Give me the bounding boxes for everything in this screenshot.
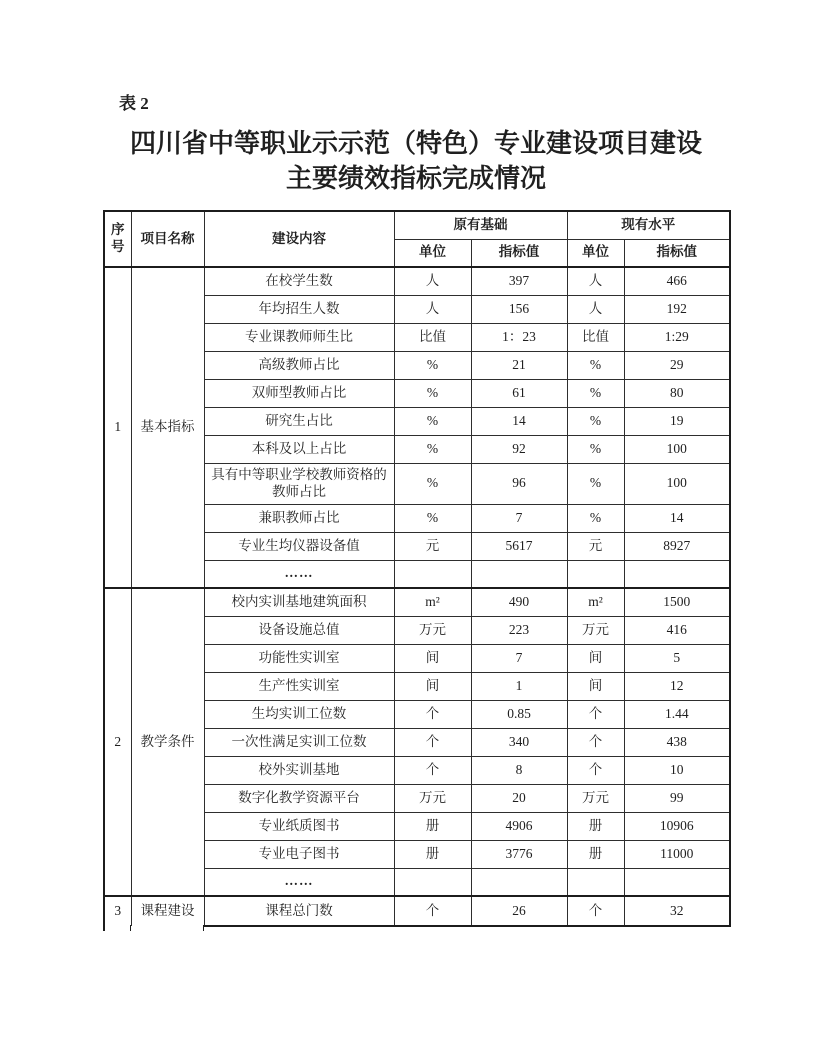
section-name-cell: 基本指标	[131, 267, 204, 588]
unit-cell: 元	[394, 532, 471, 560]
value-cell	[624, 868, 730, 896]
value-cell: 3776	[471, 840, 567, 868]
table-header	[104, 211, 730, 267]
unit-cell: 个	[394, 700, 471, 728]
value-cell: 29	[624, 351, 730, 379]
unit-cell	[567, 868, 624, 896]
unit-cell: %	[394, 435, 471, 463]
value-cell: 26	[471, 896, 567, 926]
content-cell: 双师型教师占比	[204, 379, 394, 407]
unit-cell: 人	[567, 267, 624, 295]
content-cell: 功能性实训室	[204, 644, 394, 672]
value-cell	[471, 868, 567, 896]
unit-cell: %	[394, 351, 471, 379]
unit-cell: 人	[567, 295, 624, 323]
seq-cell: 3	[104, 896, 131, 926]
pagebreak-line	[103, 925, 105, 931]
content-cell: 专业电子图书	[204, 840, 394, 868]
unit-cell: 个	[567, 896, 624, 926]
content-cell: 年均招生人数	[204, 295, 394, 323]
content-cell: 一次性满足实训工位数	[204, 728, 394, 756]
unit-cell: 个	[394, 728, 471, 756]
unit-cell: %	[567, 351, 624, 379]
table-label: 表 2	[119, 94, 149, 113]
value-cell: 14	[471, 407, 567, 435]
unit-cell: 间	[567, 672, 624, 700]
header-seq: 序号	[104, 211, 131, 267]
value-cell: 10906	[624, 812, 730, 840]
unit-cell: 比值	[567, 323, 624, 351]
value-cell: 1500	[624, 588, 730, 616]
unit-cell: 万元	[567, 784, 624, 812]
value-cell: 416	[624, 616, 730, 644]
unit-cell: 册	[394, 812, 471, 840]
content-cell: 生均实训工位数	[204, 700, 394, 728]
header-current-level: 现有水平	[567, 211, 730, 239]
content-cell: 专业课教师师生比	[204, 323, 394, 351]
unit-cell: 万元	[394, 616, 471, 644]
content-cell: 校内实训基地建筑面积	[204, 588, 394, 616]
unit-cell: 册	[567, 840, 624, 868]
value-cell: 100	[624, 435, 730, 463]
value-cell: 438	[624, 728, 730, 756]
unit-cell: %	[394, 407, 471, 435]
unit-cell: %	[567, 504, 624, 532]
unit-cell: 个	[394, 756, 471, 784]
pagebreak-line	[130, 925, 131, 931]
unit-cell: 个	[567, 756, 624, 784]
seq-cell: 1	[104, 267, 131, 588]
value-cell: 156	[471, 295, 567, 323]
value-cell: 192	[624, 295, 730, 323]
value-cell: 21	[471, 351, 567, 379]
unit-cell: 间	[567, 644, 624, 672]
header-unit-current: 单位	[567, 239, 624, 267]
value-cell: 32	[624, 896, 730, 926]
unit-cell: 人	[394, 295, 471, 323]
content-cell: 在校学生数	[204, 267, 394, 295]
value-cell: 8	[471, 756, 567, 784]
unit-cell: 间	[394, 644, 471, 672]
content-cell: 本科及以上占比	[204, 435, 394, 463]
value-cell: 0.85	[471, 700, 567, 728]
unit-cell: 人	[394, 267, 471, 295]
value-cell	[624, 560, 730, 588]
value-cell: 1:29	[624, 323, 730, 351]
unit-cell: 万元	[567, 616, 624, 644]
content-cell: 兼职教师占比	[204, 504, 394, 532]
content-cell: ……	[204, 868, 394, 896]
unit-cell: 个	[567, 700, 624, 728]
unit-cell: %	[567, 435, 624, 463]
content-cell: 校外实训基地	[204, 756, 394, 784]
content-cell: 设备设施总值	[204, 616, 394, 644]
content-cell: 课程总门数	[204, 896, 394, 926]
value-cell: 99	[624, 784, 730, 812]
value-cell: 96	[471, 463, 567, 504]
table-body	[104, 267, 730, 926]
seq-cell: 2	[104, 588, 131, 896]
value-cell: 92	[471, 435, 567, 463]
value-cell: 12	[624, 672, 730, 700]
table-row	[104, 896, 730, 926]
unit-cell: m²	[567, 588, 624, 616]
value-cell: 80	[624, 379, 730, 407]
content-cell: ……	[204, 560, 394, 588]
header-project-name: 项目名称	[131, 211, 204, 267]
value-cell: 61	[471, 379, 567, 407]
document-content	[103, 0, 729, 927]
perf-table	[103, 210, 731, 927]
section-name-cell: 教学条件	[131, 588, 204, 896]
value-cell: 14	[624, 504, 730, 532]
value-cell: 4906	[471, 812, 567, 840]
content-cell: 具有中等职业学校教师资格的教师占比	[204, 463, 394, 504]
table-row	[104, 267, 730, 295]
unit-cell: 册	[394, 840, 471, 868]
value-cell	[471, 560, 567, 588]
unit-cell: 个	[567, 728, 624, 756]
header-value-original: 指标值	[471, 239, 567, 267]
value-cell: 5617	[471, 532, 567, 560]
value-cell: 8927	[624, 532, 730, 560]
table-row	[104, 588, 730, 616]
unit-cell: 间	[394, 672, 471, 700]
unit-cell: 个	[394, 896, 471, 926]
header-row-groups	[104, 211, 730, 239]
content-cell: 研究生占比	[204, 407, 394, 435]
section-name-cell: 课程建设	[131, 896, 204, 926]
content-cell: 专业纸质图书	[204, 812, 394, 840]
content-cell: 专业生均仪器设备值	[204, 532, 394, 560]
table-wrap	[103, 210, 729, 927]
doc-title	[103, 126, 729, 196]
value-cell: 1.44	[624, 700, 730, 728]
unit-cell: 比值	[394, 323, 471, 351]
value-cell: 19	[624, 407, 730, 435]
value-cell: 20	[471, 784, 567, 812]
unit-cell: %	[567, 463, 624, 504]
unit-cell: m²	[394, 588, 471, 616]
value-cell: 11000	[624, 840, 730, 868]
header-unit-original: 单位	[394, 239, 471, 267]
unit-cell	[394, 560, 471, 588]
pagebreak-line	[203, 925, 204, 931]
content-cell: 生产性实训室	[204, 672, 394, 700]
content-cell: 高级教师占比	[204, 351, 394, 379]
unit-cell	[394, 868, 471, 896]
doc-title-line2: 主要绩效指标完成情况	[285, 164, 546, 193]
unit-cell: 万元	[394, 784, 471, 812]
header-construction-content: 建设内容	[204, 211, 394, 267]
content-cell: 数字化教学资源平台	[204, 784, 394, 812]
doc-title-line1: 四川省中等职业示示范（特色）专业建设项目建设	[129, 129, 702, 158]
unit-cell: %	[394, 463, 471, 504]
value-cell: 7	[471, 504, 567, 532]
value-cell: 490	[471, 588, 567, 616]
value-cell: 10	[624, 756, 730, 784]
unit-cell: %	[394, 504, 471, 532]
unit-cell	[567, 560, 624, 588]
unit-cell: 册	[567, 812, 624, 840]
header-original-base: 原有基础	[394, 211, 567, 239]
value-cell: 397	[471, 267, 567, 295]
unit-cell: %	[567, 407, 624, 435]
value-cell: 7	[471, 644, 567, 672]
value-cell: 1	[471, 672, 567, 700]
value-cell: 100	[624, 463, 730, 504]
value-cell: 5	[624, 644, 730, 672]
unit-cell: 元	[567, 532, 624, 560]
header-value-current: 指标值	[624, 239, 730, 267]
value-cell: 223	[471, 616, 567, 644]
unit-cell: %	[394, 379, 471, 407]
value-cell: 340	[471, 728, 567, 756]
value-cell: 1：23	[471, 323, 567, 351]
value-cell: 466	[624, 267, 730, 295]
unit-cell: %	[567, 379, 624, 407]
